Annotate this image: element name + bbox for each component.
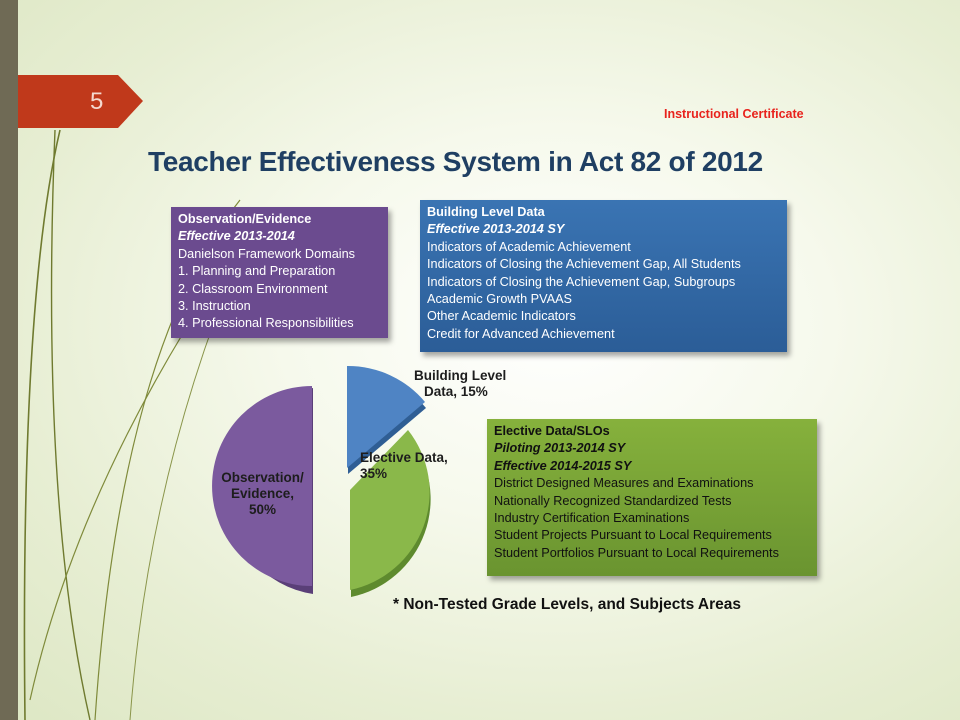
slide-title: Teacher Effectiveness System in Act 82 of 2012 [148, 146, 763, 177]
box-line: Industry Certification Examinations [494, 511, 690, 526]
slide-number: 5 [90, 88, 104, 115]
box-line: Danielson Framework Domains [178, 246, 355, 261]
footnote: * Non-Tested Grade Levels, and Subjects Areas [393, 596, 742, 613]
box-line: District Designed Measures and Examinations [494, 476, 754, 491]
box-heading: Elective Data/SLOs [494, 424, 610, 438]
pie-label-line: Evidence, [230, 486, 295, 501]
box-piloting: Piloting 2013-2014 SY [494, 441, 626, 456]
pie-label-line: Building Level [414, 368, 507, 383]
box-effective: Effective 2013-2014 [178, 229, 295, 244]
box-line: Indicators of Closing the Achievement Gap, Subgroups [427, 274, 736, 289]
box-line: Other Academic Indicators [427, 309, 576, 324]
box-line: Student Portfolios Pursuant to Local Requirements [494, 545, 779, 560]
box-line: 4. Professional Responsibilities [178, 316, 354, 331]
box-heading: Observation/Evidence [178, 212, 312, 226]
pie-label-line: Data, 15% [424, 384, 488, 399]
pie-label-line: 35% [360, 466, 388, 481]
elective-data-box [487, 419, 817, 576]
pie-label-elective [360, 450, 448, 482]
box-line: Indicators of Academic Achievement [427, 239, 631, 254]
pie-label-observation [215, 470, 310, 518]
box-effective: Effective 2013-2014 SY [427, 222, 565, 237]
pie-label-line: Elective Data, [360, 450, 448, 465]
box-line: Nationally Recognized Standardized Tests [494, 493, 732, 508]
box-effective: Effective 2014-2015 SY [494, 458, 632, 473]
box-heading: Building Level Data [427, 205, 545, 219]
box-line: 3. Instruction [178, 299, 251, 314]
box-line: 1. Planning and Preparation [178, 264, 336, 279]
header-note: Instructional Certificate [664, 107, 804, 121]
box-line: Indicators of Closing the Achievement Gap, All Students [427, 257, 741, 272]
box-line: 2. Classroom Environment [178, 281, 328, 296]
pie-label-line: Observation/ [221, 470, 304, 485]
box-line: Credit for Advanced Achievement [427, 326, 615, 341]
pie-label-building [414, 368, 506, 400]
box-line: Academic Growth PVAAS [427, 292, 573, 307]
pie-label-line: 50% [248, 502, 277, 517]
box-line: Student Projects Pursuant to Local Requirements [494, 528, 772, 543]
